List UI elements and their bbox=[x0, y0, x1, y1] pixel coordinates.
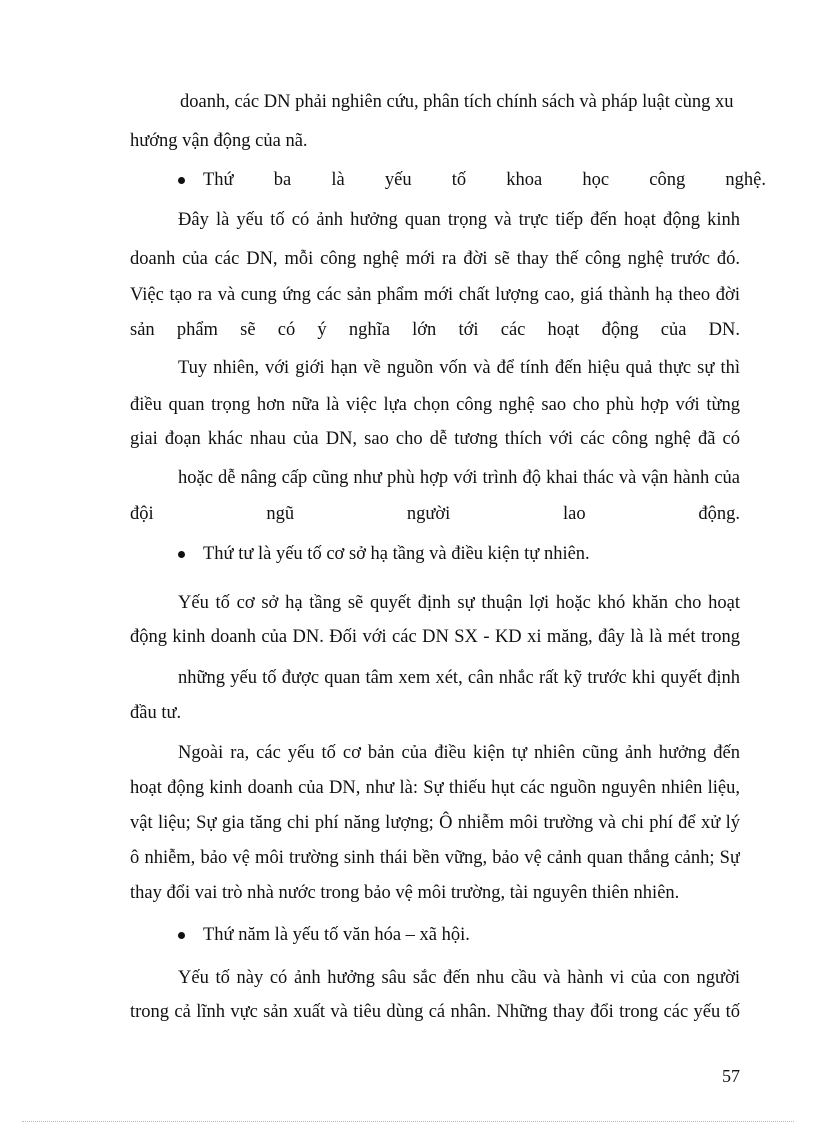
text-line: Tuy nhiên, với giới hạn về nguồn vốn và để tính đến hiệu quả thực sự thì bbox=[178, 358, 740, 378]
text-line: giai đoạn khác nhau của DN, sao cho dễ tương thích với các công nghệ đã có bbox=[130, 429, 740, 449]
text-line: trong cả lĩnh vực sản xuất và tiêu dùng cá nhân. Những thay đổi trong các yếu tố bbox=[130, 1002, 740, 1022]
text-line: thay đổi vai trò nhà nước trong bảo vệ môi trường, tài nguyên thiên nhiên. bbox=[130, 883, 680, 903]
text-line: Yếu tố cơ sở hạ tầng sẽ quyết định sự thuận lợi hoặc khó khăn cho hoạt bbox=[178, 593, 740, 613]
text-line: doanh của các DN, mỗi công nghệ mới ra đời sẽ thay thế công nghệ trước đó. bbox=[130, 249, 740, 269]
page-number: 57 bbox=[722, 1066, 740, 1086]
text-line: những yếu tố được quan tâm xem xét, cân nhắc rất kỹ trước khi quyết định bbox=[178, 668, 740, 688]
bullet-icon bbox=[178, 551, 185, 558]
bullet-heading: Thứ ba là yếu tố khoa học công nghệ. bbox=[203, 170, 766, 190]
text-line: hoặc dễ nâng cấp cũng như phù hợp với trình độ khai thác và vận hành của bbox=[178, 468, 740, 488]
text-line: điều quan trọng hơn nữa là việc lựa chọn công nghệ sao cho phù hợp với từng bbox=[130, 395, 740, 415]
text-line: hướng vận động của nã. bbox=[130, 131, 308, 151]
text-line: Yếu tố này có ảnh hưởng sâu sắc đến nhu cầu và hành vi của con người bbox=[178, 968, 740, 988]
text-line: hoạt động kinh doanh của DN, như là: Sự thiếu hụt các nguồn nguyên nhiên liệu, bbox=[130, 778, 740, 798]
text-line: đầu tư. bbox=[130, 703, 182, 723]
text-line: doanh, các DN phải nghiên cứu, phân tích chính sách và pháp luật cùng xu bbox=[180, 92, 734, 112]
text-line: ô nhiễm, bảo vệ môi trường sinh thái bền vững, bảo vệ cảnh quan thắng cảnh; Sự bbox=[130, 848, 740, 868]
text-line: Ngoài ra, các yếu tố cơ bản của điều kiện tự nhiên cũng ảnh hưởng đến bbox=[178, 743, 740, 763]
text-line: đội ngũ người lao động. bbox=[130, 504, 740, 524]
text-line: Việc tạo ra và cung ứng các sản phẩm mới chất lượng cao, giá thành hạ theo đời bbox=[130, 285, 740, 305]
bullet-icon bbox=[178, 177, 185, 184]
page-divider bbox=[22, 1121, 794, 1122]
bullet-heading: Thứ tư là yếu tố cơ sở hạ tầng và điều kiện tự nhiên. bbox=[203, 544, 590, 564]
text-line: động kinh doanh của DN. Đối với các DN SX - KD xi măng, đây là là mét trong bbox=[130, 627, 740, 647]
text-line: Đây là yếu tố có ảnh hưởng quan trọng và trực tiếp đến hoạt động kinh bbox=[178, 210, 740, 230]
bullet-heading: Thứ năm là yếu tố văn hóa – xã hội. bbox=[203, 925, 470, 945]
bullet-icon bbox=[178, 932, 185, 939]
text-line: vật liệu; Sự gia tăng chi phí năng lượng; Ô nhiễm môi trường và chi phí để xử lý bbox=[130, 813, 740, 833]
text-line: sản phẩm sẽ có ý nghĩa lớn tới các hoạt động của DN. bbox=[130, 320, 740, 340]
